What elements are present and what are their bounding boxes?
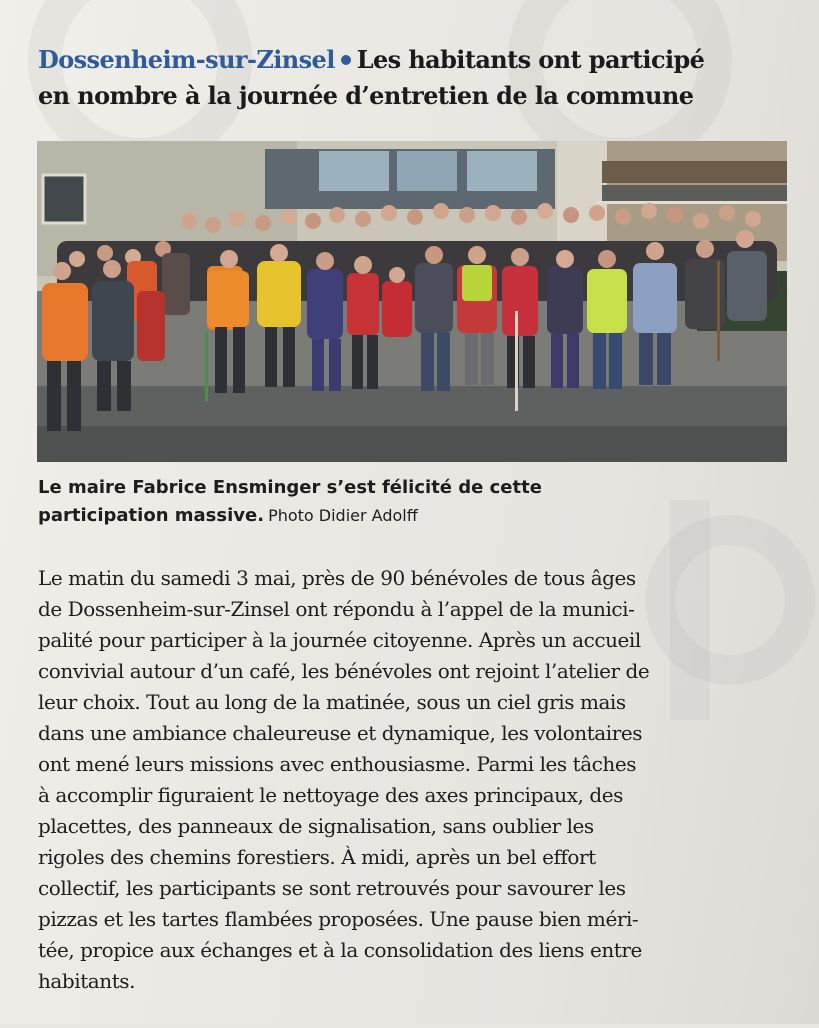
body-line: collectif, les participants se sont retrouvés pour savourer les bbox=[38, 876, 626, 900]
headline-line-2: en nombre à la journée d’entretien de la commune bbox=[38, 81, 694, 110]
body-line: dans une ambiance chaleureuse et dynamique, les volontaires bbox=[38, 721, 643, 745]
headline-line-1: Les habitants ont participé bbox=[356, 45, 705, 74]
photo-credit: Photo Didier Adolff bbox=[268, 506, 418, 525]
group-photo-icon bbox=[37, 141, 787, 462]
body-line: de Dossenheim-sur-Zinsel ont répondu à l’appel de la munici- bbox=[38, 597, 635, 621]
photo-caption bbox=[38, 474, 738, 530]
body-line: palité pour participer à la journée citoyenne. Après un accueil bbox=[38, 628, 641, 652]
body-line: convivial autour d’un café, les bénévoles ont rejoint l’atelier de bbox=[38, 659, 650, 683]
body-line: tée, propice aux échanges et à la consolidation des liens entre bbox=[38, 938, 642, 962]
body-line: placettes, des panneaux de signalisation, sans oublier les bbox=[38, 814, 594, 838]
body-line: ont mené leurs missions avec enthousiasme. Parmi les tâches bbox=[38, 752, 637, 776]
body-line: habitants. bbox=[38, 969, 136, 993]
group-photo bbox=[37, 141, 787, 462]
article-body bbox=[38, 563, 798, 997]
body-line: à accomplir figuraient le nettoyage des axes principaux, des bbox=[38, 783, 623, 807]
body-line: leur choix. Tout au long de la matinée, sous un ciel gris mais bbox=[38, 690, 626, 714]
body-line: rigoles des chemins forestiers. À midi, après un bel effort bbox=[38, 845, 596, 869]
body-line: Le matin du samedi 3 mai, près de 90 bénévoles de tous âges bbox=[38, 566, 636, 590]
headline-kicker: Dossenheim-sur-Zinsel bbox=[38, 45, 335, 74]
caption-text: Le maire Fabrice Ensminger s’est félicité de cette participation massive. bbox=[38, 477, 542, 526]
article-headline bbox=[38, 42, 798, 114]
body-line: pizzas et les tartes flambées proposées. Une pause bien méri- bbox=[38, 907, 639, 931]
kicker-bullet-icon bbox=[341, 55, 351, 65]
